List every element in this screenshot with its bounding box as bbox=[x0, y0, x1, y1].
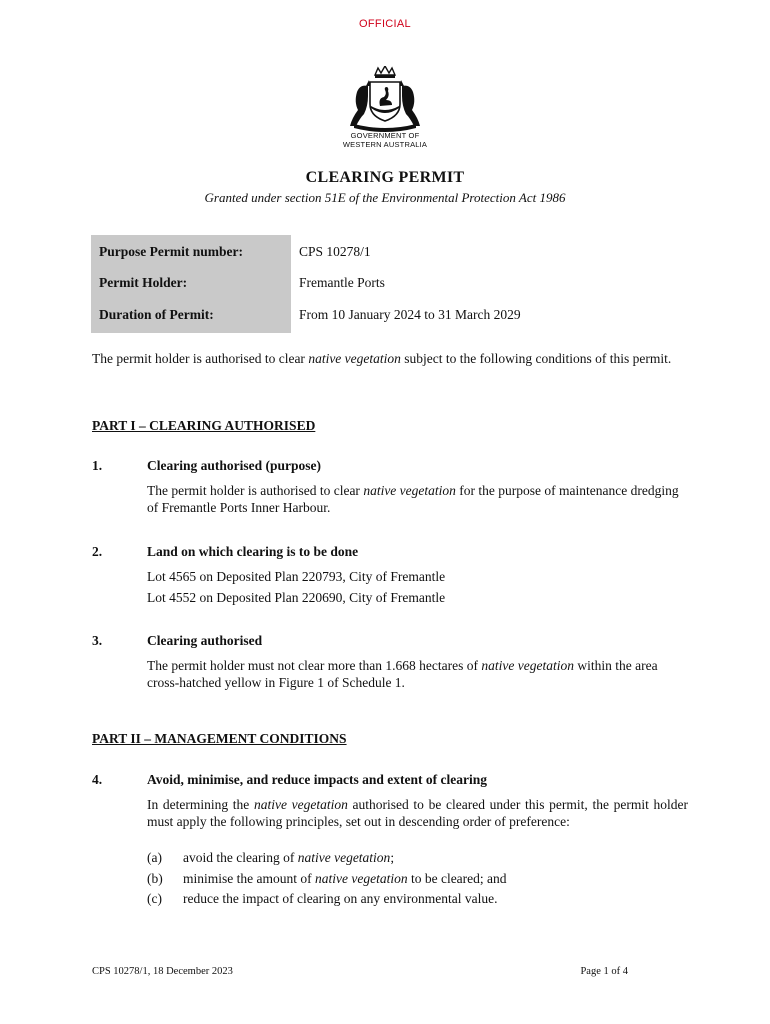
condition-heading: Clearing authorised bbox=[147, 633, 263, 648]
land-description-2: Lot 4552 on Deposited Plan 220690, City of Fremantle bbox=[147, 590, 446, 605]
page-number: Page 1 of 4 bbox=[580, 966, 628, 977]
condition-text bbox=[147, 796, 688, 830]
defined-term: native vegetation bbox=[253, 797, 348, 812]
body-text: avoid the clearing of bbox=[183, 850, 298, 865]
land-description-1: Lot 4565 on Deposited Plan 220793, City of Fremantle bbox=[147, 569, 446, 584]
condition-text bbox=[147, 657, 688, 691]
body-text: within the area cross-hatched yellow in Figure 1 of Schedule 1. bbox=[147, 658, 658, 690]
row-value: CPS 10278/1 bbox=[299, 244, 371, 259]
list-label: (a) bbox=[147, 850, 162, 865]
intro-paragraph bbox=[92, 350, 688, 367]
condition-number: 4. bbox=[92, 772, 103, 787]
government-label bbox=[0, 131, 770, 149]
condition-heading: Clearing authorised (purpose) bbox=[147, 458, 322, 473]
list-label: (b) bbox=[147, 871, 163, 886]
part-1-heading: PART I – CLEARING AUTHORISED bbox=[92, 418, 316, 433]
intro-text: subject to the following conditions of this permit. bbox=[400, 351, 672, 366]
condition-number: 3. bbox=[92, 633, 103, 648]
document-title: CLEARING PERMIT bbox=[305, 169, 465, 186]
row-label: Duration of Permit: bbox=[99, 307, 214, 322]
body-text: for the purpose of maintenance dredging of Fremantle Ports Inner Harbour. bbox=[147, 483, 679, 515]
permit-details-table bbox=[91, 235, 691, 333]
body-text: authorised to be cleared under this permit, the permit holder must apply the following principles, set out in descending order of preference: bbox=[147, 797, 688, 829]
body-text: In determining the bbox=[147, 797, 254, 812]
body-text: minimise the amount of bbox=[183, 871, 315, 886]
classification-label: OFFICIAL bbox=[359, 18, 411, 30]
condition-heading: Avoid, minimise, and reduce impacts and extent of clearing bbox=[147, 772, 487, 787]
defined-term: native vegetation bbox=[297, 850, 391, 865]
condition-heading: Land on which clearing is to be done bbox=[147, 544, 359, 559]
body-text: reduce the impact of clearing on any environmental value. bbox=[183, 891, 498, 906]
defined-term: native vegetation bbox=[308, 351, 401, 366]
table-row bbox=[91, 244, 691, 264]
row-value: From 10 January 2024 to 31 March 2029 bbox=[299, 307, 521, 322]
list-label: (c) bbox=[147, 891, 162, 906]
list-text bbox=[183, 891, 498, 907]
wa-coat-of-arms-logo bbox=[340, 66, 430, 132]
part-2-heading: PART II – MANAGEMENT CONDITIONS bbox=[92, 731, 347, 746]
defined-term: native vegetation bbox=[481, 658, 574, 673]
defined-term: native vegetation bbox=[314, 871, 408, 886]
condition-number: 1. bbox=[92, 458, 103, 473]
government-line-2: WESTERN AUSTRALIA bbox=[342, 140, 428, 149]
government-line-1: GOVERNMENT OF bbox=[350, 131, 420, 140]
row-value: Fremantle Ports bbox=[299, 275, 385, 290]
body-text: to be cleared; and bbox=[407, 871, 507, 886]
condition-text bbox=[147, 482, 688, 516]
list-text bbox=[183, 850, 394, 866]
table-row bbox=[91, 275, 691, 295]
document-subtitle: Granted under section 51E of the Environmental Protection Act 1986 bbox=[204, 190, 566, 205]
list-text bbox=[183, 871, 507, 887]
row-label: Permit Holder: bbox=[99, 275, 188, 290]
condition-number: 2. bbox=[92, 544, 103, 559]
footer-reference: CPS 10278/1, 18 December 2023 bbox=[92, 966, 233, 977]
defined-term: native vegetation bbox=[363, 483, 456, 498]
body-text: The permit holder is authorised to clear bbox=[147, 483, 364, 498]
intro-text: The permit holder is authorised to clear bbox=[92, 351, 309, 366]
body-text: ; bbox=[390, 850, 395, 865]
row-label: Purpose Permit number: bbox=[99, 244, 243, 259]
table-row bbox=[91, 307, 691, 327]
body-text: The permit holder must not clear more than 1.668 hectares of bbox=[147, 658, 482, 673]
